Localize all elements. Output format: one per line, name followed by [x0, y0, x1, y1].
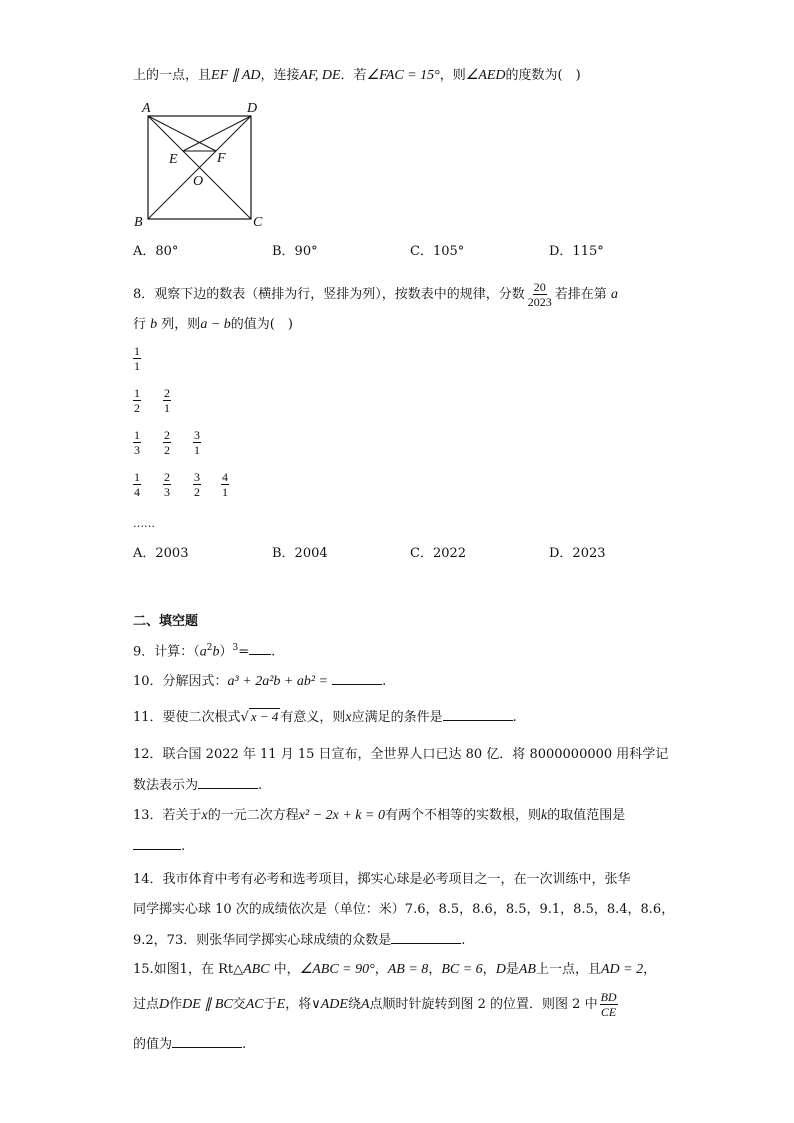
table-fraction: $\frac{1}{3}$: [134, 428, 140, 457]
q8-number-table: [131, 344, 271, 504]
q14-line2: 同学掷实心球 10 次的成绩依次是（单位：米）7.6，8.5，8.6，8.5，9.1，8.5，8.4，8.6，: [133, 902, 675, 917]
table-fraction: $\frac{3}{1}$: [194, 428, 200, 457]
q12-line2: 数法表示为 .: [133, 774, 262, 796]
q9: 9．计算：$(a^2b)^3=$ .: [133, 638, 275, 662]
q13: 13．若关于x的一元二次方程x² − 2x + k = 0有两个不相等的实数根，则k的取值范围是: [133, 808, 626, 823]
q11-answer-blank[interactable]: [443, 706, 513, 721]
q15-line1: 15.如图1，在 Rt△ABC 中，∠ABC = 90°，AB = 8，BC = 6，D是AB上一点，且AD = 2，: [133, 962, 657, 977]
q8-option-a: A．2003: [133, 546, 189, 561]
q8-option-c: C．2022: [410, 546, 467, 561]
table-fraction: $\frac{2}{2}$: [164, 428, 170, 457]
label-o: O: [193, 174, 204, 189]
q7-option-a: A．80°: [133, 244, 179, 259]
segment-de: [183, 116, 251, 151]
q11: 11．要使二次根式√ x − 4 有意义，则x应满足的条件是 .: [133, 706, 517, 728]
segment-af: [148, 116, 216, 151]
label-a: A: [142, 101, 151, 116]
table-fraction: $\frac{3}{2}$: [194, 470, 200, 499]
q8-option-d: D．2023: [549, 546, 606, 561]
label-e: E: [169, 152, 178, 167]
q8-ellipsis: ……: [133, 517, 155, 530]
q12-answer-blank[interactable]: [198, 774, 258, 789]
table-fraction: $\frac{1}{4}$: [134, 470, 140, 499]
label-b: B: [134, 215, 143, 230]
q14-answer-blank[interactable]: [391, 929, 461, 944]
q8-option-b: B．2004: [272, 546, 328, 561]
q8-stem-line2: 行 b 列，则a − b的值为( ): [133, 317, 293, 332]
q13-answer-blank[interactable]: [133, 835, 181, 850]
q13-line2: .: [133, 835, 185, 857]
section-title-fill-blank: 二、填空题: [133, 614, 199, 629]
q15-line2: 过点D作DE ∥ BC交AC于E，将∨ADE绕A点顺时针旋转到图 2 的位置．则图 2 中 $\frac{BD}{CE}$: [133, 990, 617, 1019]
q7-option-d: D．115°: [549, 244, 604, 259]
q14-line1: 14．我市体育中考有必考和选考项目，掷实心球是必考项目之一，在一次训练中，张华: [133, 872, 631, 887]
q8-fraction: $\frac{20}{2023}$: [527, 280, 552, 309]
q15-fraction: $\frac{BD}{CE}$: [600, 990, 617, 1019]
q7-option-c: C．105°: [410, 244, 465, 259]
q15-answer-blank[interactable]: [172, 1033, 242, 1048]
q10: 10．分解因式：a³ + 2a²b + ab² = .: [133, 670, 386, 692]
q15-line3: 的值为 .: [133, 1033, 246, 1055]
label-f: F: [217, 151, 226, 166]
q7-option-b: B．90°: [272, 244, 318, 259]
table-fraction: $\frac{1}{1}$: [134, 344, 140, 373]
q14-line3: 9.2，73．则张华同学掷实心球成绩的众数是 .: [133, 929, 465, 951]
q12-line1: 12．联合国 2022 年 11 月 15 日宣布，全世界人口已达 80 亿．将 8000000000 用科学记: [133, 747, 669, 762]
table-fraction: $\frac{1}{2}$: [134, 386, 140, 415]
label-d: D: [247, 101, 258, 116]
q8-stem: 8．观察下边的数表（横排为行，竖排为列），按数表中的规律，分数 $\frac{20}{2023}$ 若排在第 a: [133, 280, 618, 309]
q9-answer-blank[interactable]: [249, 640, 271, 655]
q10-answer-blank[interactable]: [332, 670, 382, 685]
q7-stem: 上的一点，且EF ∥ AD，连接AF, DE．若∠FAC = 15°，则∠AED的度数为( ): [133, 68, 581, 83]
table-fraction: $\frac{2}{1}$: [164, 386, 170, 415]
table-fraction: $\frac{4}{1}$: [222, 470, 228, 499]
label-c: C: [253, 215, 263, 230]
q7-square-figure: [130, 94, 290, 234]
table-fraction: $\frac{2}{3}$: [164, 470, 170, 499]
